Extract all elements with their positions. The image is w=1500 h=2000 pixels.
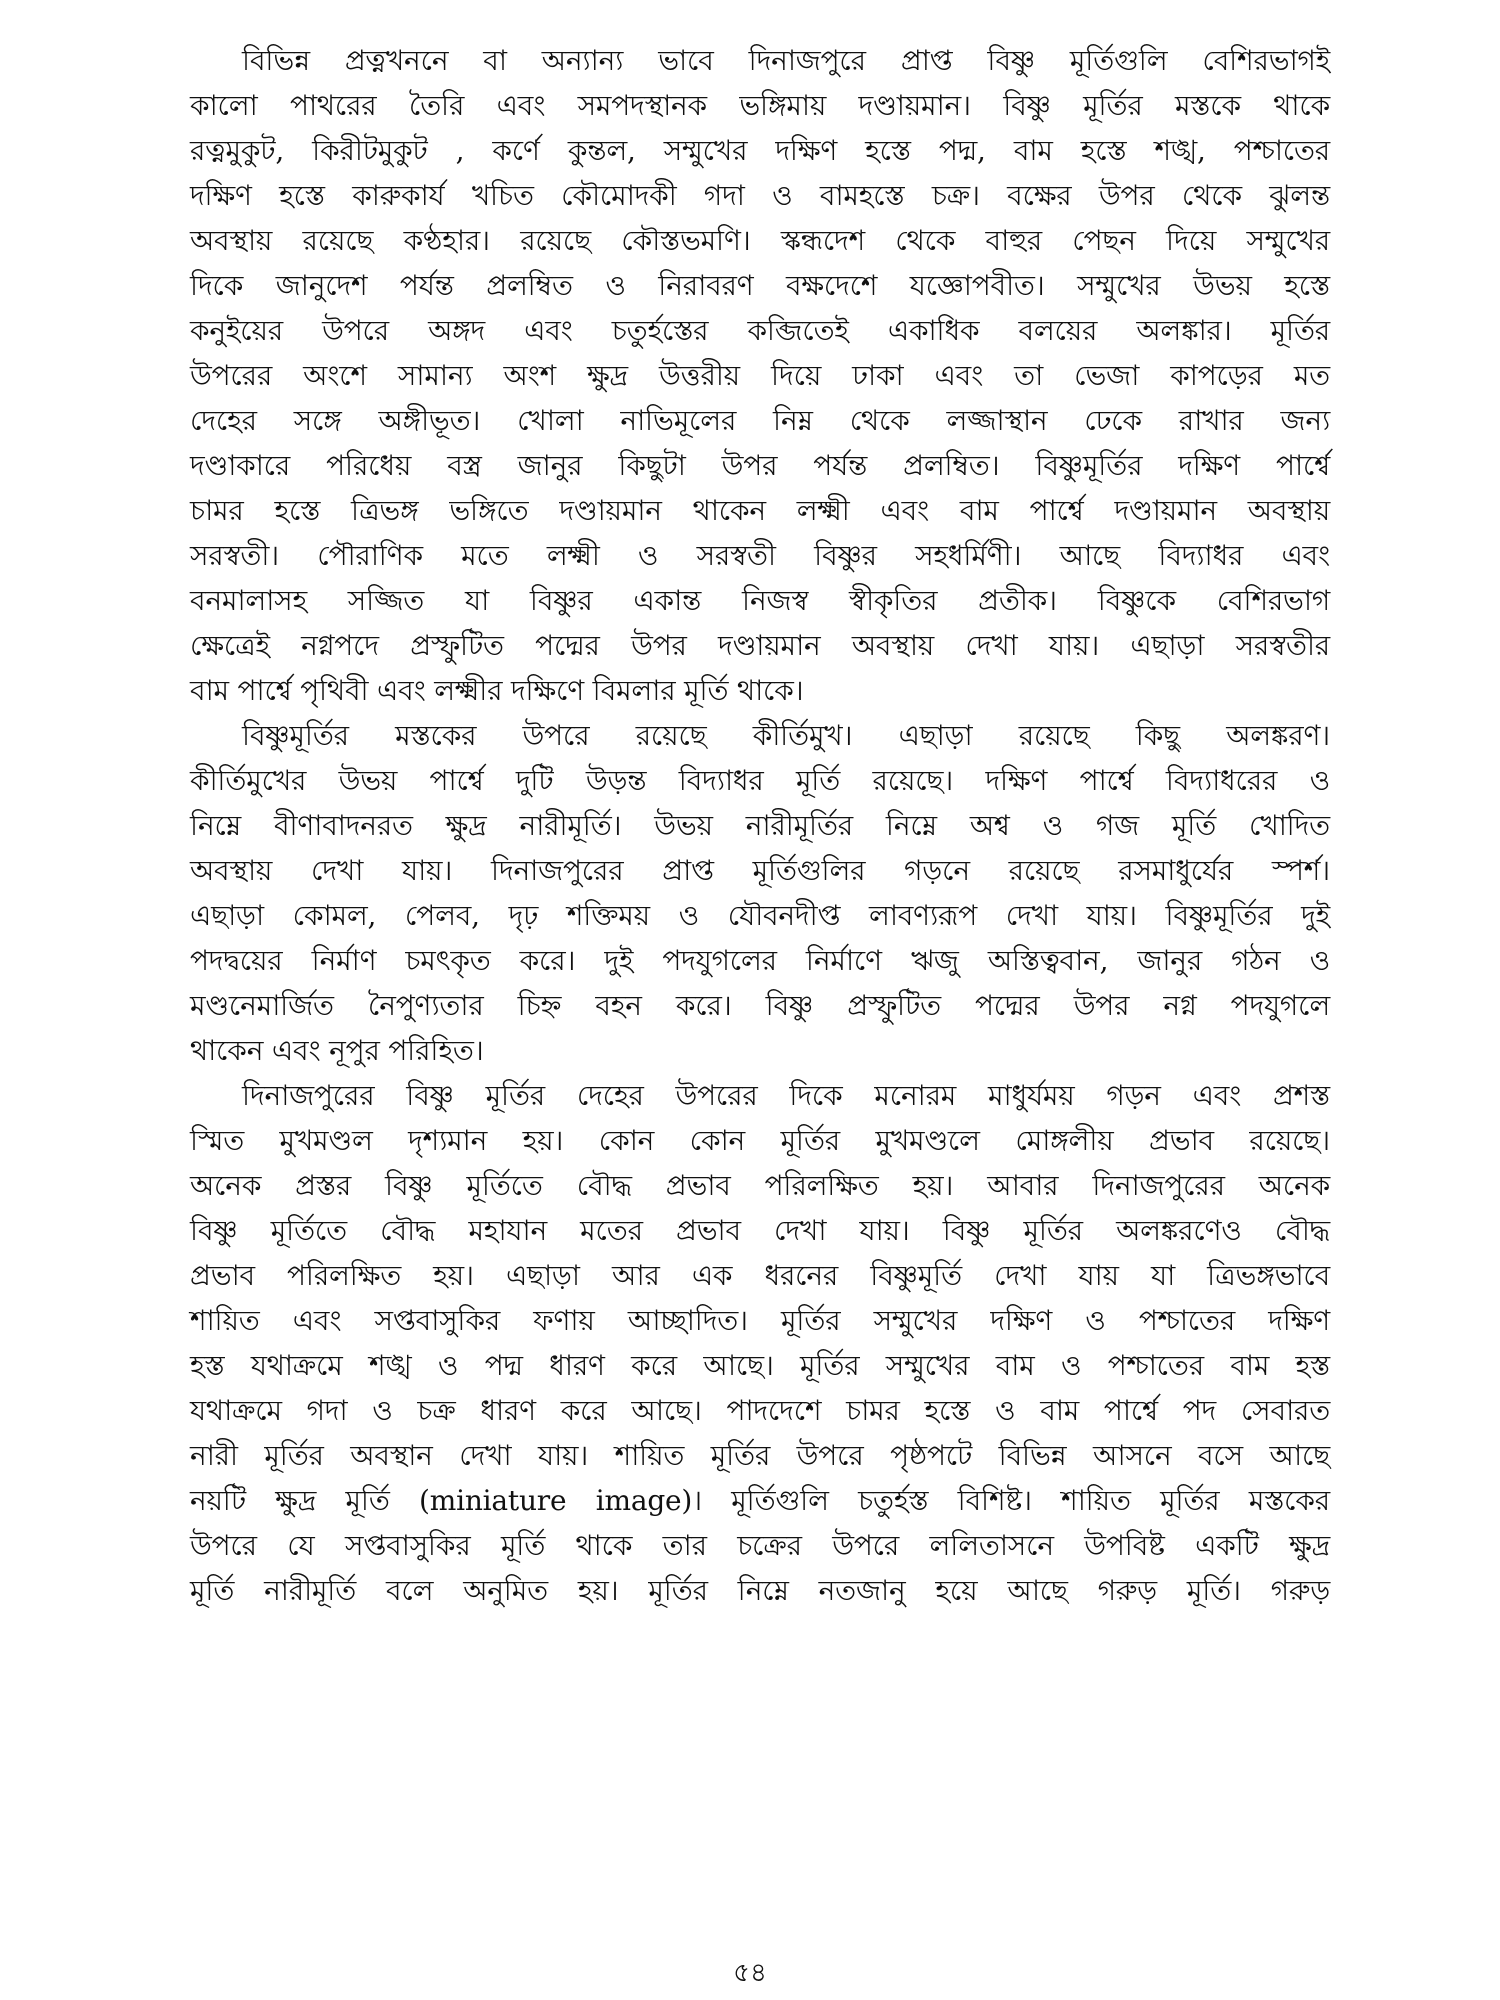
- text-line: স্মিত মুখমণ্ডল দৃশ্যমান হয়। কোন কোন মূর্তির মুখমণ্ডলে মোঙ্গলীয় প্রভাব রয়েছে।: [190, 1124, 1330, 1157]
- text-line: অবস্থায় রয়েছে কণ্ঠহার। রয়েছে কৌস্তভমণি। স্কন্ধদেশ থেকে বাহুর পেছন দিয়ে সম্মুখের: [190, 224, 1330, 257]
- text-line: কনুইয়ের উপরে অঙ্গদ এবং চতুর্হস্তের কব্জিতেই একাধিক বলয়ের অলঙ্কার। মূর্তির: [190, 314, 1330, 347]
- text-line: প্রভাব পরিলক্ষিত হয়। এছাড়া আর এক ধরনের বিষ্ণুমূর্তি দেখা যায় যা ত্রিভঙ্গভাবে: [190, 1259, 1330, 1292]
- text-line: বিষ্ণুমূর্তির মস্তকের উপরে রয়েছে কীর্তিমুখ। এছাড়া রয়েছে কিছু অলঙ্করণ।: [242, 719, 1330, 752]
- page-number: ৫৪: [733, 1958, 767, 1988]
- text-line: মণ্ডনেমার্জিত নৈপুণ্যতার চিহ্ন বহন করে। বিষ্ণু প্রস্ফুটিত পদ্মের উপর নগ্ন পদযুগলে: [190, 989, 1330, 1022]
- text-line: শায়িত এবং সপ্তবাসুকির ফণায় আচ্ছাদিত। মূর্তির সম্মুখের দক্ষিণ ও পশ্চাতের দক্ষিণ: [190, 1304, 1330, 1337]
- text-line: অবস্থায় দেখা যায়। দিনাজপুরের প্রাপ্ত মূর্তিগুলির গড়নে রয়েছে রসমাধুর্যের স্পর্শ।: [190, 854, 1330, 887]
- document-body: [190, 38, 1330, 1613]
- text-line: অনেক প্রস্তর বিষ্ণু মূর্তিতে বৌদ্ধ প্রভাব পরিলক্ষিত হয়। আবার দিনাজপুরের অনেক: [190, 1169, 1330, 1202]
- text-line: এছাড়া কোমল, পেলব, দৃঢ় শক্তিময় ও যৌবনদীপ্ত লাবণ্যরূপ দেখা যায়। বিষ্ণুমূর্তির দুই: [190, 899, 1330, 932]
- text-line: মূর্তি নারীমূর্তি বলে অনুমিত হয়। মূর্তির নিম্নে নতজানু হয়ে আছে গরুড় মূর্তি। গরুড়: [190, 1574, 1330, 1607]
- text-line: থাকেন এবং নূপুর পরিহিত।: [190, 1034, 484, 1067]
- text-line: নয়টি ক্ষুদ্র মূর্তি (miniature image)। মূর্তিগুলি চতুর্হস্ত বিশিষ্ট। শায়িত মূর্তির মস্তকের: [190, 1484, 1330, 1517]
- text-line: বিভিন্ন প্রত্নখননে বা অন্যান্য ভাবে দিনাজপুরে প্রাপ্ত বিষ্ণু মূর্তিগুলি বেশিরভাগই: [242, 44, 1330, 77]
- text-line: যথাক্রমে গদা ও চক্র ধারণ করে আছে। পাদদেশে চামর হস্তে ও বাম পার্শ্বে পদ সেবারত: [190, 1394, 1330, 1427]
- text-line: সরস্বতী। পৌরাণিক মতে লক্ষ্মী ও সরস্বতী বিষ্ণুর সহধর্মিণী। আছে বিদ্যাধর এবং: [190, 539, 1330, 572]
- text-line: উপরের অংশে সামান্য অংশ ক্ষুদ্র উত্তরীয় দিয়ে ঢাকা এবং তা ভেজা কাপড়ের মত: [190, 359, 1330, 392]
- text-line: কালো পাথরের তৈরি এবং সমপদস্থানক ভঙ্গিমায় দণ্ডায়মান। বিষ্ণু মূর্তির মস্তকে থাকে: [190, 89, 1330, 122]
- text-line: দিকে জানুদেশ পর্যন্ত প্রলম্বিত ও নিরাবরণ বক্ষদেশে যজ্ঞোপবীত। সম্মুখের উভয় হস্তে: [190, 269, 1330, 302]
- text-line: পদদ্বয়ের নির্মাণ চমৎকৃত করে। দুই পদযুগলের নির্মাণে ঋজু অস্তিত্ববান, জানুর গঠন ও: [190, 944, 1330, 977]
- text-line: দেহের সঙ্গে অঙ্গীভূত। খোলা নাভিমূলের নিম্ন থেকে লজ্জাস্থান ঢেকে রাখার জন্য: [190, 404, 1330, 437]
- text-line: উপরে যে সপ্তবাসুকির মূর্তি থাকে তার চক্রের উপরে ললিতাসনে উপবিষ্ট একটি ক্ষুদ্র: [190, 1529, 1330, 1562]
- text-line: দিনাজপুরের বিষ্ণু মূর্তির দেহের উপরের দিকে মনোরম মাধুর্যময় গড়ন এবং প্রশস্ত: [242, 1079, 1330, 1112]
- paragraph-3: [190, 1073, 1330, 1613]
- text-line: কীর্তিমুখের উভয় পার্শ্বে দুটি উড়ন্ত বিদ্যাধর মূর্তি রয়েছে। দক্ষিণ পার্শ্বে বিদ্যাধরের ও: [190, 764, 1330, 797]
- text-line: নিম্নে বীণাবাদনরত ক্ষুদ্র নারীমূর্তি। উভয় নারীমূর্তির নিম্নে অশ্ব ও গজ মূর্তি খোদিত: [190, 809, 1330, 842]
- text-line: চামর হস্তে ত্রিভঙ্গ ভঙ্গিতে দণ্ডায়মান থাকেন লক্ষ্মী এবং বাম পার্শ্বে দণ্ডায়মান অবস্থায়: [190, 494, 1330, 527]
- text-line: দক্ষিণ হস্তে কারুকার্য খচিত কৌমোদকী গদা ও বামহস্তে চক্র। বক্ষের উপর থেকে ঝুলন্ত: [190, 179, 1330, 212]
- text-line: নারী মূর্তির অবস্থান দেখা যায়। শায়িত মূর্তির উপরে পৃষ্ঠপটে বিভিন্ন আসনে বসে আছে: [190, 1439, 1330, 1472]
- text-line: বাম পার্শ্বে পৃথিবী এবং লক্ষ্মীর দক্ষিণে বিমলার মূর্তি থাকে।: [190, 674, 804, 707]
- text-line: দণ্ডাকারে পরিধেয় বস্ত্র জানুর কিছুটা উপর পর্যন্ত প্রলম্বিত। বিষ্ণুমূর্তির দক্ষিণ পার্শ্বে: [190, 449, 1330, 482]
- paragraph-2: [190, 713, 1330, 1073]
- text-line: রত্নমুকুট, কিরীটমুকুট , কর্ণে কুন্তল, সম্মুখের দক্ষিণ হস্তে পদ্ম, বাম হস্তে শঙ্খ, পশ্চাতের: [190, 134, 1330, 167]
- text-line: ক্ষেত্রেই নগ্নপদে প্রস্ফুটিত পদ্মের উপর দণ্ডায়মান অবস্থায় দেখা যায়। এছাড়া সরস্বতীর: [190, 629, 1330, 662]
- text-line: বিষ্ণু মূর্তিতে বৌদ্ধ মহাযান মতের প্রভাব দেখা যায়। বিষ্ণু মূর্তির অলঙ্করণেও বৌদ্ধ: [190, 1214, 1330, 1247]
- paragraph-1: [190, 38, 1330, 713]
- text-line: হস্ত যথাক্রমে শঙ্খ ও পদ্ম ধারণ করে আছে। মূর্তির সম্মুখের বাম ও পশ্চাতের বাম হস্ত: [190, 1349, 1330, 1382]
- text-line: বনমালাসহ সজ্জিত যা বিষ্ণুর একান্ত নিজস্ব স্বীকৃতির প্রতীক। বিষ্ণুকে বেশিরভাগ: [190, 584, 1330, 617]
